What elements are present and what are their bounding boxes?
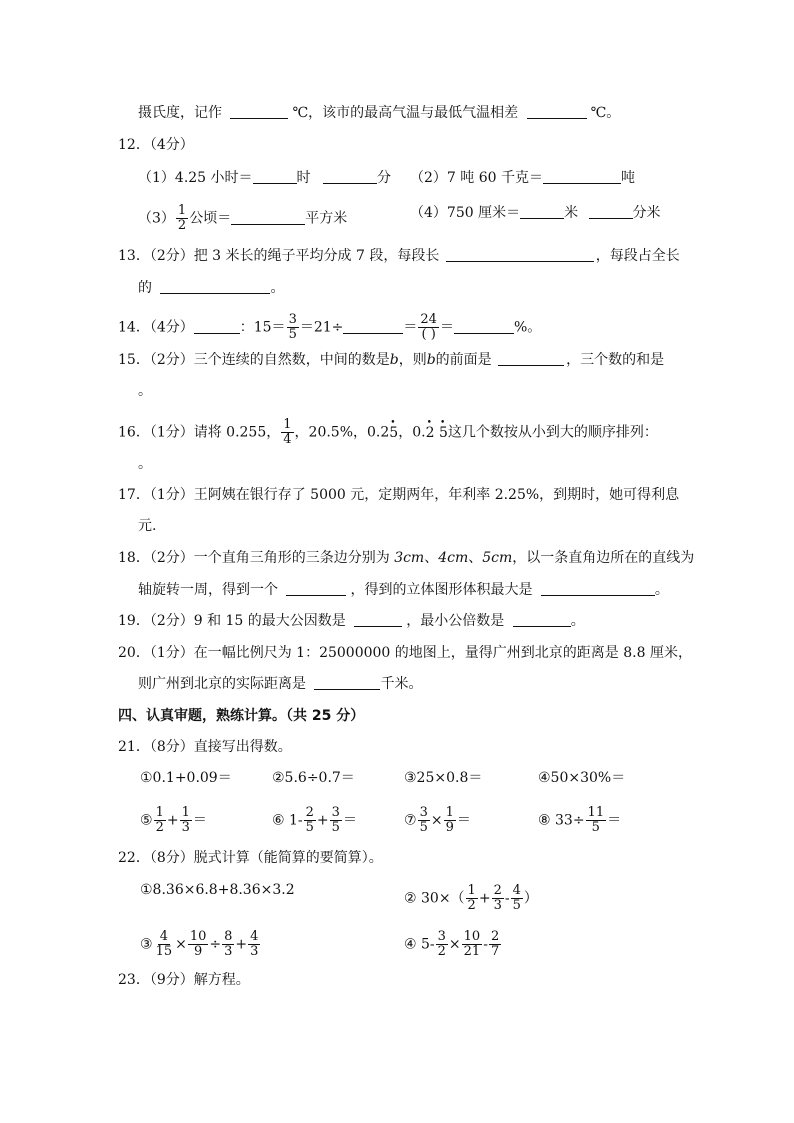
q16-line2: 。 (138, 456, 152, 472)
answer-blank[interactable] (160, 279, 270, 294)
answer-blank[interactable] (343, 319, 403, 334)
q13-line2: 的 。 (138, 280, 285, 296)
q21-item2: ②5.6÷0.7＝ (272, 770, 355, 786)
q22-item2: ② 30×（ $\frac{1}{2}$ + $\frac{2}{3}$ - $\frac{4}{5}$ ） (404, 883, 538, 913)
q12-part2: （2）7 吨 60 千克＝ 吨 (410, 170, 635, 186)
q18-line2: 轴旋转一周，得到一个 ，得到的立体图形体积最大是 。 (138, 582, 669, 598)
q20-line2: 则广州到北京的实际距离是 千米。 (138, 676, 423, 692)
q15-line2: 。 (138, 383, 152, 399)
q21-item3: ③25×0.8＝ (404, 770, 483, 786)
answer-blank[interactable] (286, 581, 346, 596)
q21-item5: ⑤ $\frac{1}{2}$ + $\frac{1}{3}$ ＝ (140, 805, 207, 835)
answer-blank[interactable] (520, 204, 564, 219)
answer-blank[interactable] (323, 169, 377, 184)
q13-line1: 13．（2分）把 3 米长的绳子平均分成 7 段，每段长 ，每段占全长 (118, 248, 680, 264)
q19-line: 19．（2分）9 和 15 的最大公因数是 ，最小公倍数是 。 (118, 613, 585, 629)
q21-item6: ⑥ 1- $\frac{2}{5}$ + $\frac{3}{5}$ ＝ (272, 805, 357, 835)
q12-part3: （3） $\frac{1}{2}$ 公顷＝ 平方米 (138, 203, 348, 233)
q18-line1: 18．（2分）一个直角三角形的三条边分别为 3cm、4cm、5cm，以一条直角边所在的直线为 (118, 550, 695, 566)
q15-line1: 15．（2分）三个连续的自然数，中间的数是b，则b的前面是 ，三个数的和是 (118, 352, 665, 368)
q16-line1: 16．（1分）请将 0.255， $\frac{1}{4}$ ，20.5%，0.2• 5，0.• 2 • 5这几个数按从小到大的顺序排列： (118, 418, 658, 447)
answer-blank[interactable] (314, 675, 380, 690)
q22-item3: ③ $\frac{4}{15}$ × $\frac{10}{9}$ ÷ $\frac{8}{3}$ + $\frac{4}{3}$ (140, 929, 259, 959)
q20-line1: 20．（1分）在一幅比例尺为 1：25000000 的地图上，量得广州到北京的距离是 8.8 厘米， (118, 645, 692, 661)
answer-blank[interactable] (354, 612, 402, 627)
answer-blank[interactable] (589, 204, 633, 219)
q11-line: 摄氏度，记作 ℃，该市的最高气温与最低气温相差 ℃。 (138, 105, 621, 121)
answer-blank[interactable] (541, 581, 655, 596)
q17-line2: 元. (138, 518, 157, 534)
answer-blank[interactable] (527, 104, 587, 119)
answer-blank[interactable] (498, 351, 564, 366)
q21-item1: ①0.1+0.09＝ (140, 770, 232, 786)
answer-blank[interactable] (194, 319, 240, 334)
q21-item8: ⑧ 33÷ $\frac{11}{5}$ ＝ (538, 805, 622, 835)
answer-blank[interactable] (231, 210, 305, 225)
q22-label: 22．（8分）脱式计算（能简算的要简算）。 (118, 850, 383, 866)
section-title: 四、认真审题，熟练计算。（共 25 分） (118, 708, 365, 724)
q12-label: 12．（4分） (118, 137, 194, 153)
q12-part4: （4）750 厘米＝ 米 分米 (410, 205, 661, 221)
q22-item4: ④ 5- $\frac{3}{2}$ × $\frac{10}{21}$ - $\frac{2}{7}$ (404, 929, 500, 959)
q14-line: 14．（4分） ：15＝ $\frac{3}{5}$ ＝21÷ ＝ $\frac{24}{( )}$ ＝ %。 (118, 312, 542, 342)
q21-label: 21．（8分）直接写出得数。 (118, 739, 292, 755)
answer-blank[interactable] (454, 319, 514, 334)
answer-blank[interactable] (230, 104, 288, 119)
q21-item4: ④50×30%＝ (538, 770, 626, 786)
q22-item1: ①8.36×6.8+8.36×3.2 (140, 882, 295, 898)
q17-line1: 17．（1分）王阿姨在银行存了 5000 元，定期两年，年利率 2.25%，到期时，她可得利息 (118, 487, 680, 503)
answer-blank[interactable] (543, 169, 621, 184)
answer-blank[interactable] (513, 612, 571, 627)
answer-blank[interactable] (253, 169, 297, 184)
q23-label: 23．（9分）解方程。 (118, 972, 250, 988)
answer-blank[interactable] (446, 247, 594, 262)
q21-item7: ⑦ $\frac{3}{5}$ × $\frac{1}{9}$ ＝ (404, 805, 471, 835)
q12-part1: （1）4.25 小时＝ 时 分 (138, 170, 391, 186)
